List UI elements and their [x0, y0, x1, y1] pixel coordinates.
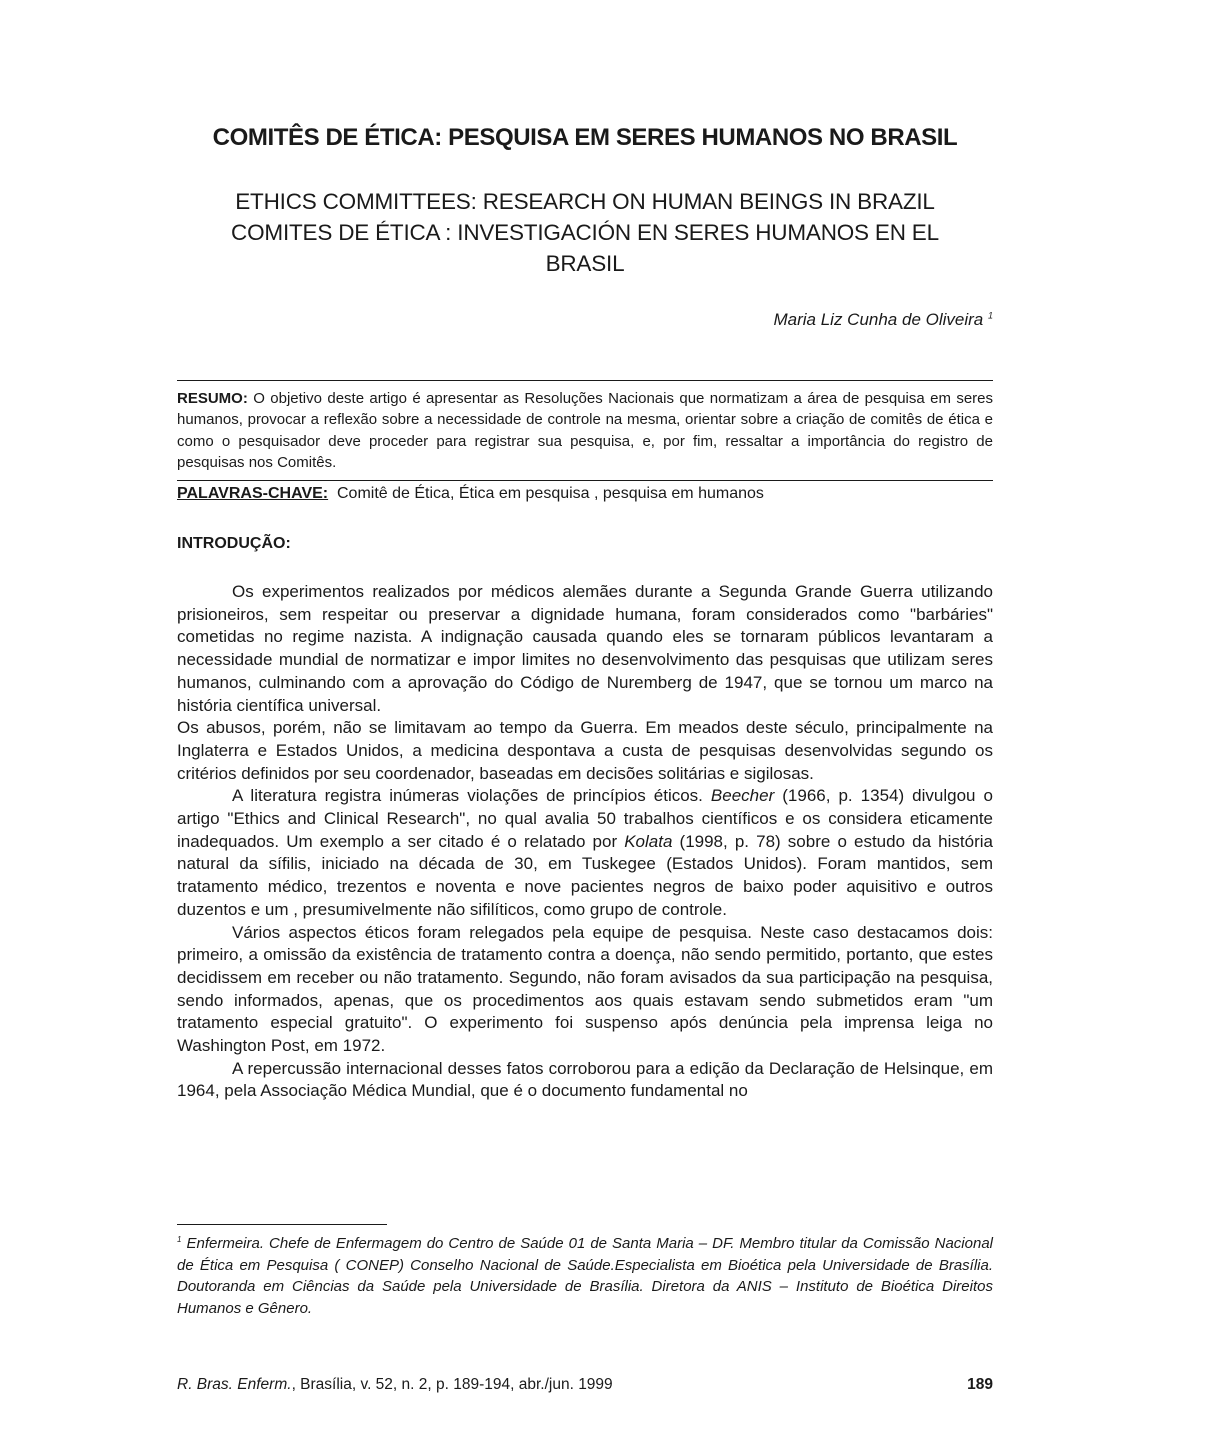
keywords [177, 484, 993, 504]
footnote-mark: 1 [177, 1235, 182, 1244]
journal-name: R. Bras. Enferm. [177, 1376, 292, 1393]
citation-author: Beecher [710, 786, 775, 806]
page-number: 189 [967, 1376, 993, 1393]
abstract-top-rule [177, 380, 993, 381]
author-name: Maria Liz Cunha de Oliveira [773, 310, 984, 329]
body-text-run: A literatura registra inúmeras violações de princípios éticos. [232, 786, 703, 806]
author-byline [773, 310, 993, 330]
body-paragraph: Vários aspectos éticos foram relegados pela equipe de pesquisa. Neste caso destacamos dois: primeiro, a omissão da existência de tratamento contra a doença, não sendo permitido, portanto, que estes decidissem em receber ou não tratamento. Segundo, não foram avisados da sua participação na pesquisa, sendo informados, apenas, que os procedimentos aos quais estavam sendo submetidos eram "um tratamento especial gratuito". O experimento foi suspenso após denúncia pela imprensa leiga no Washington Post, em 1972. [177, 922, 993, 1056]
journal-details: , Brasília, v. 52, n. 2, p. 189-194, abr./jun. 1999 [291, 1376, 613, 1393]
abstract-label: RESUMO: [177, 390, 248, 407]
body-paragraph [177, 785, 993, 921]
article-title-english: ETHICS COMMITTEES: RESEARCH ON HUMAN BEINGS IN BRAZIL [235, 189, 935, 214]
page-footer [177, 1376, 993, 1394]
alternate-titles [177, 186, 993, 279]
footnote-rule [177, 1224, 387, 1225]
section-heading-introduction: INTRODUÇÃO: [177, 535, 291, 552]
body-text-run: (1966, p. 1354) divulgou o artigo "Ethics and Clinical Research", no qual avalia 50 trabalhos científicos e os considera eticamente inadequados. Um exemplo a ser citado é o relatado por [177, 786, 993, 851]
journal-citation [177, 1376, 613, 1393]
body-paragraph: A repercussão internacional desses fatos corroborou para a edição da Declaração de Helsinque, em 1964, pela Associação Médica Mundial, que é o documento fundamental no [177, 1058, 993, 1101]
body-text-run: (1998, p. 78) sobre o estudo da história natural da sífilis, iniciado na década de 30, em Tuskegee (Estados Unidos). Foram mantidos, sem tratamento médico, trezentos e noventa e nove pacientes negros de baixo poder aquisitivo e outros duzentos e um , presumivelmente não sifilíticos, como grupo de controle. [177, 831, 993, 919]
body-paragraph: Os abusos, porém, não se limitavam ao tempo da Guerra. Em meados deste século, principalmente na Inglaterra e Estados Unidos, a medicina despontava a custa de pesquisas desenvolvidas segundo os critérios definidos por seu coordenador, baseadas em decisões solitárias e sigilosas. [177, 718, 993, 783]
footnote [177, 1229, 993, 1319]
footnote-text: Enfermeira. Chefe de Enfermagem do Centro de Saúde 01 de Santa Maria – DF. Membro titular da Comissão Nacional de Ética em Pesquisa ( CONEP) Conselho Nacional de Saúde.Especialista em Bioética pela Universidade de Brasília. Doutoranda em Ciências da Saúde pela Universidade de Brasília. Diretora da ANIS – Instituto de Bioética Direitos Humanos e Gênero. [177, 1235, 993, 1317]
body-paragraph: Os experimentos realizados por médicos alemães durante a Segunda Grande Guerra utilizando prisioneiros, sem respeitar ou preservar a dignidade humana, foram considerados como "barbáries" cometidas no regime nazista. A indignação causada quando eles se tornaram públicos levantaram a necessidade mundial de normatizar e impor limites no desenvolvimento das pesquisas que utilizam seres humanos, culminando com a aprovação do Código de Nuremberg de 1947, que se tornou um marco na história científica universal. [177, 582, 993, 715]
article-title-spanish-line1: COMITES DE ÉTICA : INVESTIGACIÓN EN SERES HUMANOS EN EL [231, 220, 939, 245]
citation-author: Kolata [624, 831, 673, 851]
abstract-bottom-rule [177, 480, 993, 481]
article-title-spanish-line2: BRASIL [545, 251, 625, 276]
author-footnote-mark: 1 [987, 310, 993, 321]
article-page [177, 0, 993, 1446]
article-title-portuguese: COMITÊS DE ÉTICA: PESQUISA EM SERES HUMANOS NO BRASIL [212, 124, 958, 151]
abstract-text: O objetivo deste artigo é apresentar as Resoluções Nacionais que normatizam a área de pesquisa em seres humanos, provocar a reflexão sobre a necessidade de controle na mesma, orientar sobre a criação de comitês de ética e como o pesquisador deve proceder para registrar sua pesquisa, e, por fim, ressaltar a importância do registro de pesquisas nos Comitês. [177, 390, 993, 472]
body-text [177, 581, 993, 1103]
keywords-label: PALAVRAS-CHAVE: [177, 485, 329, 502]
abstract [177, 388, 993, 474]
keywords-text: Comitê de Ética, Ética em pesquisa , pesquisa em humanos [337, 485, 764, 502]
